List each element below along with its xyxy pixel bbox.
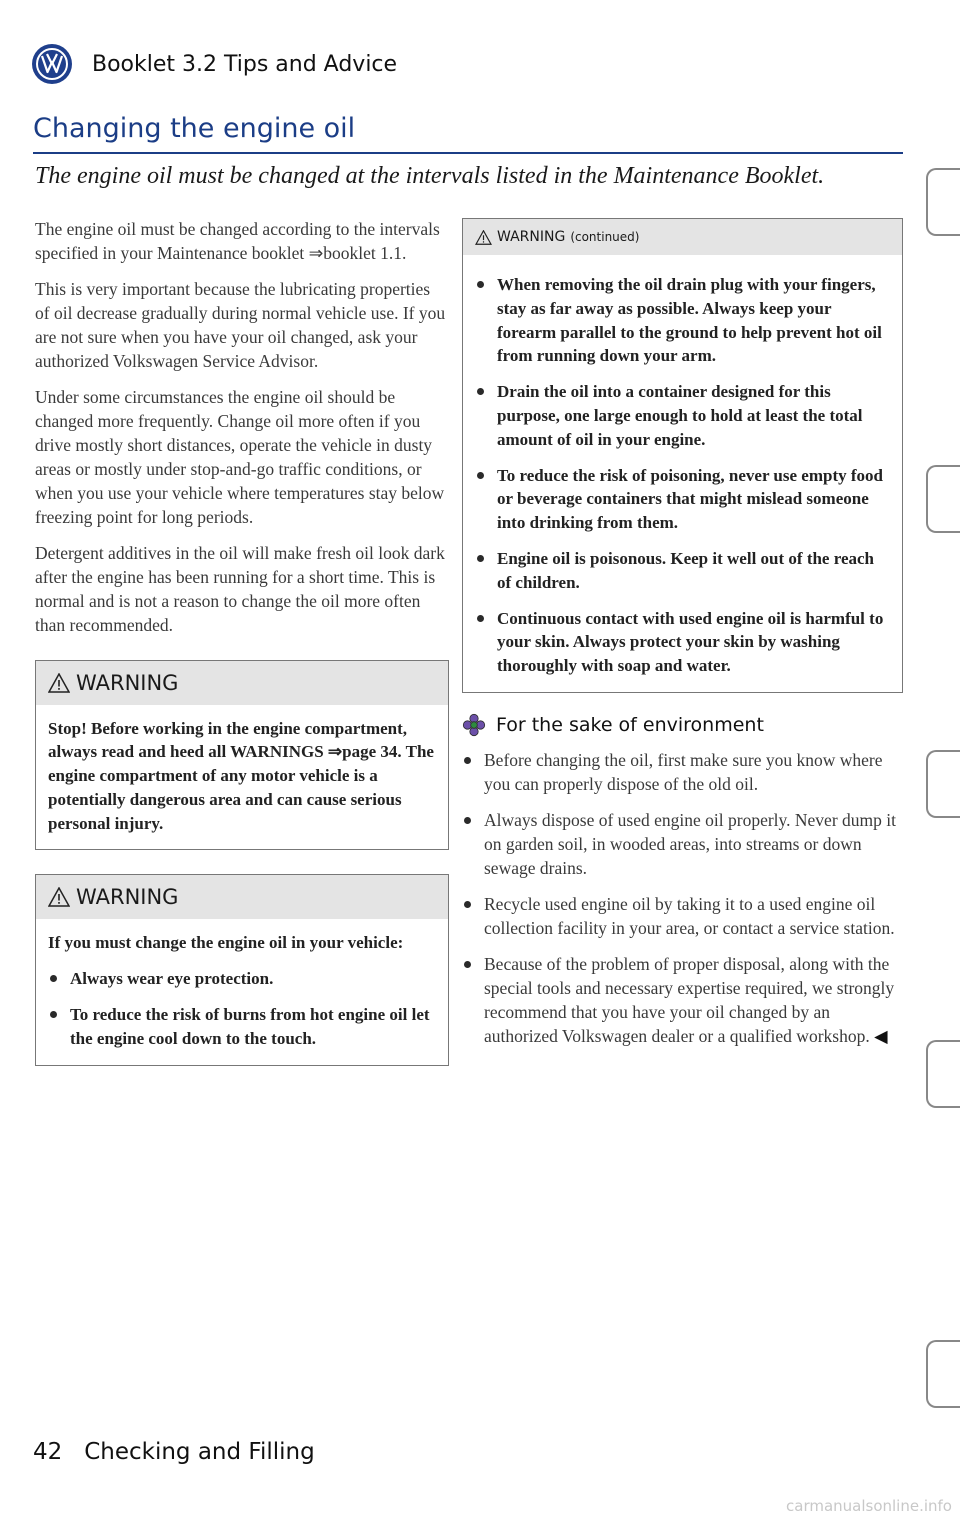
paragraph: This is very important because the lubricating properties of oil decrease gradually during normal vehicle use. If you are not sure when you have your oil changed, ask your authorized Volkswagen Service Advisor. [35, 278, 446, 371]
warning-title: WARNING [497, 229, 566, 245]
bullet-icon [477, 555, 484, 562]
bullet-text: Drain the oil into a container designed for this purpose, one large enough to hold at least the total amount of oil in your engine. [497, 382, 863, 449]
header-title: Booklet 3.2 Tips and Advice [92, 51, 398, 77]
bullet-text: Always wear eye protection. [70, 969, 274, 989]
environment-title: For the sake of environment [496, 713, 764, 736]
warning-bullet [475, 547, 890, 595]
warning-bullet [475, 273, 890, 368]
warning-text: Stop! Before working in the engine compartment, always read and heed all WARNINGS ⇒page 34. The engine compartment of any motor vehicle is a potentially dangerous area and can cause serious personal injury. [48, 718, 434, 833]
warning-triangle-icon [48, 673, 70, 693]
paragraph: The engine oil must be changed according to the intervals specified in your Maintenance booklet ⇒booklet 1.1. [35, 219, 440, 263]
edge-tab [926, 1040, 960, 1108]
bullet-icon [464, 901, 471, 908]
bullet-icon [464, 961, 471, 968]
warning-bullet [475, 464, 890, 535]
end-of-section-marker: ◀ [874, 1025, 888, 1046]
warning-header [36, 875, 448, 919]
warning-box-engine-compartment [35, 660, 449, 851]
bullet-icon [477, 388, 484, 395]
bullet-icon [464, 817, 471, 824]
bullet-text: To reduce the risk of burns from hot engine oil let the engine cool down to the touch. [70, 1005, 430, 1048]
title-divider [33, 152, 903, 154]
environment-header [462, 713, 903, 737]
bullet-text: When removing the oil drain plug with your fingers, stay as far away as possible. Always keep your forearm parallel to the ground to help prevent hot oil from running down your arm. [497, 275, 882, 366]
warning-header [36, 661, 448, 705]
warning-body [463, 255, 902, 692]
edge-tab [926, 750, 960, 818]
bullet-text: Always dispose of used engine oil properly. Never dump it on garden soil, in wooded areas, into streams or down sewage drains. [484, 809, 896, 878]
paragraph: Detergent additives in the oil will make fresh oil look dark after the engine has been running for a short time. This is normal and is not a reason to change the oil more often than recommended. [35, 542, 445, 635]
environment-bullet [462, 749, 903, 797]
bullet-text: Because of the problem of proper disposal, along with the special tools and necessary expertise required, we strongly recommend that you have your oil changed by an authorized Volkswagen dealer or a qualified workshop. [484, 953, 895, 1046]
vw-logo-icon [32, 44, 72, 84]
bullet-text: To reduce the risk of poisoning, never use empty food or beverage containers that might mislead someone into drinking from them. [497, 465, 883, 533]
environment-bullet [462, 953, 903, 1049]
environment-flower-icon [462, 713, 486, 737]
watermark: carmanualsonline.info [786, 1497, 952, 1515]
warning-body [36, 705, 448, 850]
page-footer: 42 Checking and Filling [33, 1439, 315, 1465]
warning-box-continued [462, 218, 903, 693]
warning-header [463, 219, 902, 255]
warning-bullet [48, 1003, 436, 1051]
left-column [35, 218, 449, 1066]
bullet-icon [50, 975, 57, 982]
warning-box-oil-change [35, 874, 449, 1065]
warning-title: WARNING [76, 670, 179, 695]
bullet-text: Engine oil is poisonous. Keep it well out of the reach of children. [497, 548, 875, 592]
warning-continued-label: (continued) [570, 230, 640, 244]
edge-tab [926, 465, 960, 533]
section-subtitle: The engine oil must be changed at the intervals listed in the Maintenance Booklet. [35, 163, 825, 189]
paragraph: Under some circumstances the engine oil should be changed more frequently. Change oil more often if you drive mostly short distances, operate the vehicle in dusty areas or mostly under stop-and-go traffic conditions, or when you use your vehicle where temperatures stay below freezing point for long periods. [35, 386, 445, 527]
bullet-icon [464, 757, 471, 764]
environment-bullet [462, 893, 903, 941]
warning-intro: If you must change the engine oil in your vehicle: [48, 933, 404, 953]
edge-tab [926, 168, 960, 236]
warning-body [36, 919, 448, 1064]
warning-triangle-icon [48, 887, 70, 907]
right-column [462, 218, 903, 1061]
warning-triangle-icon [475, 230, 492, 245]
warning-title: WARNING [76, 885, 179, 910]
page-header [32, 44, 397, 84]
bullet-text: Before changing the oil, first make sure you know where you can properly dispose of the old oil. [484, 749, 883, 794]
bullet-icon [477, 472, 484, 479]
edge-tab [926, 1340, 960, 1408]
environment-bullet [462, 809, 903, 881]
bullet-icon [477, 615, 484, 622]
warning-bullet [48, 967, 436, 991]
bullet-text: Continuous contact with used engine oil is harmful to your skin. Always protect your skin by washing thoroughly with soap and water. [497, 608, 884, 676]
warning-bullet [475, 607, 890, 678]
section-title: Changing the engine oil [33, 113, 356, 144]
bullet-text: Recycle used engine oil by taking it to a used engine oil collection facility in your area, or contact a service station. [484, 893, 895, 938]
bullet-icon [50, 1011, 57, 1018]
bullet-icon [477, 281, 484, 288]
warning-bullet [475, 380, 890, 451]
